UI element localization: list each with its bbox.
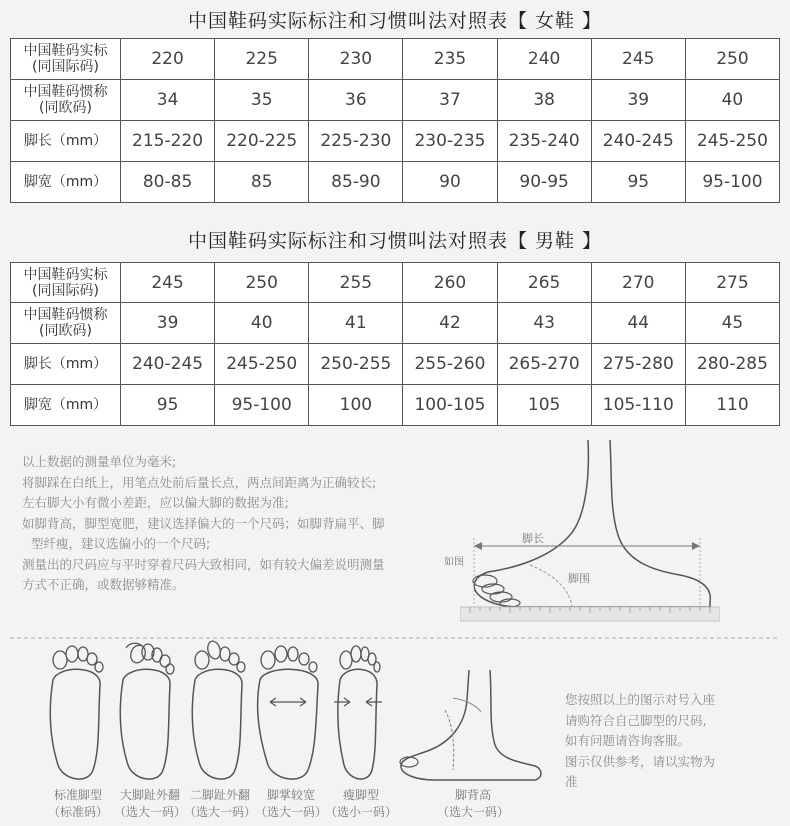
table-cell: 255-260 xyxy=(403,344,497,385)
table-cell: 240-245 xyxy=(121,344,215,385)
table-cell: 220-225 xyxy=(215,121,309,162)
note-line: 以上数据的测量单位为毫米; xyxy=(22,454,177,469)
foot-measurement-diagram xyxy=(460,440,720,625)
table-cell: 95-100 xyxy=(685,162,779,203)
note-line: 如脚背高，脚型宽肥，建议选择偏大的一个尺码；如脚背扁平、脚 xyxy=(22,515,385,531)
note-line: 如有问题请咨询客服。 xyxy=(565,733,691,748)
table-cell: 275 xyxy=(685,263,779,303)
table-row xyxy=(11,80,780,121)
foot-type-label: 标准脚型 （标准码） xyxy=(47,788,108,819)
table-cell: 225-230 xyxy=(309,121,403,162)
table-cell: 40 xyxy=(685,80,779,121)
table-cell: 270 xyxy=(591,263,685,303)
bunion-foot-icon xyxy=(108,640,188,790)
table-cell: 100-105 xyxy=(403,385,497,426)
table-cell: 45 xyxy=(685,303,779,344)
table-cell: 39 xyxy=(591,80,685,121)
table-cell: 235-240 xyxy=(497,121,591,162)
fit-advice-notes xyxy=(565,690,780,793)
table-cell: 280-285 xyxy=(685,344,779,385)
table-cell: 34 xyxy=(121,80,215,121)
table-cell: 36 xyxy=(309,80,403,121)
table-cell: 95-100 xyxy=(215,385,309,426)
table-row xyxy=(11,162,780,203)
foot-type-label: 脚掌较宽 （选大一码） xyxy=(254,788,327,819)
table-cell: 250-255 xyxy=(309,344,403,385)
table-cell: 245 xyxy=(591,39,685,80)
table-cell: 35 xyxy=(215,80,309,121)
table-cell: 245-250 xyxy=(215,344,309,385)
table-cell: 85-90 xyxy=(309,162,403,203)
row-header: 脚长（mm） xyxy=(11,344,121,385)
table-cell: 245-250 xyxy=(685,121,779,162)
row-header: 脚长（mm） xyxy=(11,121,121,162)
table-cell: 265-270 xyxy=(497,344,591,385)
table-cell: 100 xyxy=(309,385,403,426)
table-cell: 39 xyxy=(121,303,215,344)
table-cell: 42 xyxy=(403,303,497,344)
table-row xyxy=(11,385,780,426)
foot-length-label: 脚长 xyxy=(522,532,544,545)
row-header: 中国鞋码惯称 (同欧码) xyxy=(11,303,121,344)
table-cell: 265 xyxy=(497,263,591,303)
table-cell: 37 xyxy=(403,80,497,121)
table-cell: 44 xyxy=(591,303,685,344)
table-row xyxy=(11,344,780,385)
table-cell: 90 xyxy=(403,162,497,203)
note-line: 型纤瘦，建议选偏小的一个尺码; xyxy=(31,536,211,551)
table-cell: 240 xyxy=(497,39,591,80)
table-cell: 225 xyxy=(215,39,309,80)
note-line: 您按照以上的图示对号入座 xyxy=(565,692,716,707)
table-row xyxy=(11,39,780,80)
row-header: 中国鞋码实标 (同国际码) xyxy=(11,263,121,303)
measurement-notes xyxy=(22,452,442,596)
table-cell: 110 xyxy=(685,385,779,426)
table-cell: 275-280 xyxy=(591,344,685,385)
table-cell: 95 xyxy=(121,385,215,426)
table-cell: 43 xyxy=(497,303,591,344)
table-cell: 245 xyxy=(121,263,215,303)
table-cell: 80-85 xyxy=(121,162,215,203)
table-cell: 85 xyxy=(215,162,309,203)
table-cell: 260 xyxy=(403,263,497,303)
table-cell: 215-220 xyxy=(121,121,215,162)
table-cell: 220 xyxy=(121,39,215,80)
men-table-title: 中国鞋码实际标注和习惯叫法对照表【 男鞋 】 xyxy=(187,230,603,252)
row-header: 中国鞋码实标 (同国际码) xyxy=(11,39,121,80)
foot-girth-label: 脚围 xyxy=(568,572,590,585)
note-line: 请购符合自己脚型的尺码, xyxy=(565,712,707,728)
table-cell: 230 xyxy=(309,39,403,80)
foot-type-label: 二脚趾外翻 （选大一码） xyxy=(183,788,256,819)
note-line: 图示仅供参考，请以实物为 xyxy=(565,753,716,769)
slim-foot-icon xyxy=(320,640,400,790)
table-cell: 250 xyxy=(215,263,309,303)
table-cell: 235 xyxy=(403,39,497,80)
men-size-table xyxy=(10,262,780,426)
note-line: 左右脚大小有微小差距，应以偏大脚的数据为准; xyxy=(22,495,289,510)
table-cell: 240-245 xyxy=(591,121,685,162)
row-header: 中国鞋码惯称 (同欧码) xyxy=(11,80,121,121)
table-cell: 230-235 xyxy=(403,121,497,162)
table-row xyxy=(11,121,780,162)
table-row xyxy=(11,303,780,344)
foot-type-label: 瘦脚型 （选小一码） xyxy=(324,788,397,819)
table-cell: 95 xyxy=(591,162,685,203)
table-cell: 105 xyxy=(497,385,591,426)
table-cell: 38 xyxy=(497,80,591,121)
note-line: 准 xyxy=(565,774,578,789)
note-line: 方式不正确，或数据够精准。 xyxy=(22,577,185,592)
row-header: 脚宽（mm） xyxy=(11,162,121,203)
side-view-label: 如图 xyxy=(444,557,464,568)
women-size-table xyxy=(10,38,780,203)
wide-foot-icon xyxy=(250,640,330,790)
second-toe-foot-icon xyxy=(180,640,260,790)
table-cell: 250 xyxy=(685,39,779,80)
row-header: 脚宽（mm） xyxy=(11,385,121,426)
table-cell: 41 xyxy=(309,303,403,344)
table-cell: 255 xyxy=(309,263,403,303)
foot-type-label: 大脚趾外翻 （选大一码） xyxy=(113,788,186,819)
note-line: 将脚踩在白纸上，用笔点处前后量长点，两点间距离为正确较长; xyxy=(22,474,377,490)
table-cell: 105-110 xyxy=(591,385,685,426)
note-line: 测量出的尺码应与平时穿着尺码大致相同，如有较大偏差说明测量 xyxy=(22,556,385,572)
table-row xyxy=(11,263,780,303)
table-cell: 40 xyxy=(215,303,309,344)
women-table-title: 中国鞋码实际标注和习惯叫法对照表【 女鞋 】 xyxy=(187,10,603,32)
table-cell: 90-95 xyxy=(497,162,591,203)
high-instep-foot-icon xyxy=(395,670,545,785)
foot-type-label: 脚背高 （选大一码） xyxy=(436,788,509,819)
standard-foot-icon xyxy=(38,640,118,790)
